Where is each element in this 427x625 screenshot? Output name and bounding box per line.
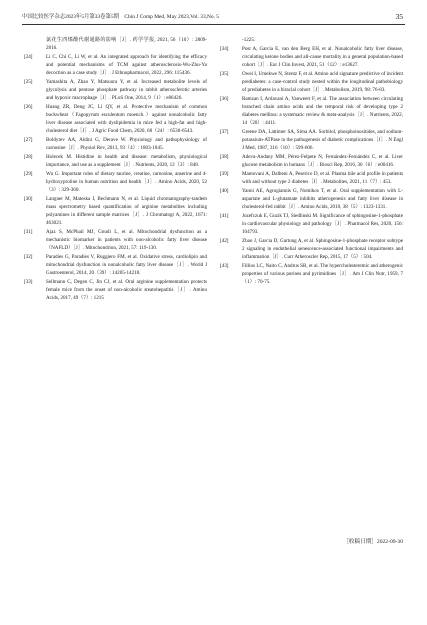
reference-entry: [220, 187, 403, 211]
reference-text: Ajaz S, McPhail MJ, Gnudi L, et al. Mitochondrial dysfunction as a mechanistic biomarker in patients with non-alcoholic fatty liver disease（NAFLD）［J］. Mitochondrion, 2021, 57: 119-130.: [46, 229, 207, 252]
reference-text: Paradies G, Paradies V, Ruggiero FM, et al. Oxidative stress, cardiolipin and mitochondrial dysfunction in nonalcoholic fatty liver disease［J］. World J Gastroenterol, 2014, 20（39）: 14205-14218.: [46, 254, 207, 277]
reference-number: [32]: [24, 254, 33, 261]
reference-entry: [220, 45, 403, 69]
reference-number: [35]: [220, 70, 229, 77]
page-number: 35: [395, 12, 403, 21]
reference-entry: [24, 103, 207, 135]
reference-number: [43]: [220, 263, 229, 270]
reference-entry: [220, 95, 403, 127]
reference-text: Ramzan I, Ardavani A, Vanweert F, et al. The association between circulating branched chain amino acids and the temporal risk of developing type 2 diabetes mellitus: a systematic review & meta-analysis［J］. Nutrients, 2022, 14（20）: 4411.: [242, 96, 403, 127]
reference-text: Yamashita A, Zhao Y, Matsuura Y, et al. Increased metabolite levels of glycolysis and pentose phosphate pathway in rabbit atherosclerotic arteries and hypoxic macrophage［J］. PLoS One, 2014, 9（1）: e86426.: [46, 79, 207, 102]
reference-entry: [220, 36, 403, 44]
reference-number: [30]: [24, 196, 33, 203]
reference-entry: [24, 278, 207, 302]
reference-number: [29]: [24, 171, 33, 178]
reference-text: Greene DA, Lattimer SA, Sima AA. Sorbitol, phosphoinositides, and sodium-potassium-ATPase in the pathogenesis of diabetic complications［J］. N Engl J Med, 1987, 316（10）: 599-606.: [242, 129, 403, 152]
reference-text: 氯花生四烯酸代谢通路的影响［J］. 药学学报, 2021, 56（10）: 2809-2816.: [46, 37, 207, 52]
reference-entry: [24, 153, 207, 169]
reference-text: Adeva-Andany MM, Pérez-Felpete N, Fernández-Fernández C, et al. Liver glucose metabolism in humans［J］. Biosci Rep, 2016, 36（6）: e00416.: [242, 154, 403, 169]
reference-entry: [24, 195, 207, 227]
reference-text: -1225.: [242, 37, 256, 43]
reference-entry: [24, 253, 207, 277]
running-header: [22, 12, 405, 25]
reference-column-left: [24, 36, 207, 303]
reference-entry: [220, 170, 403, 186]
reference-text: Holecek M. Histidine in health and disease: metabolism, physiological importance, and use as a supplement［J］. Nutrients, 2020, 12（3）: 848.: [46, 154, 207, 169]
reference-text: Sellmann C, Degen C, Jin CJ, et al. Oral arginine supplementation protects female mice from the onset of non-alcoholic steatohepatitis［J］. Amino Acids, 2017, 49（7）: 1215: [46, 279, 207, 302]
reference-entry: [220, 70, 403, 94]
reference-column-right: [220, 36, 403, 287]
reference-text: Fillios LC, Naito C, Andrus SB, et al. The hypercholesteremic and atherogenic properties of various purines and pyrimidines［J］. Am J Clin Nutr, 1959, 7（1）: 70-75.: [242, 263, 403, 286]
reference-number: [42]: [220, 238, 229, 245]
reference-number: [26]: [24, 104, 33, 111]
reference-entry: [220, 128, 403, 152]
reference-number: [34]: [220, 45, 229, 52]
reference-text: Yanni AE, Agrogiannis G, Nomikos T, et al. Oral supplementation with L-aspartate and L-glutamate inhibits atherogenesis and fatty liver disease in cholesterol-fed rabbit［J］. Amino Acids, 2010, 38（5）: 1323-1331.: [242, 188, 403, 211]
reference-number: [27]: [24, 137, 33, 144]
reference-text: Boldyrev AA, Aldini G, Derave W. Physiology and pathophysiology of carnosine［J］. Physiol Rev, 2013, 93（4）: 1803-1845.: [46, 137, 207, 152]
reference-number: [31]: [24, 229, 33, 236]
reference-entry: [24, 136, 207, 152]
reference-number: [36]: [220, 96, 229, 102]
reference-entry: [220, 153, 403, 169]
reference-entry: [220, 237, 403, 261]
reference-entry: [24, 78, 207, 102]
reference-text: Huang ZR, Deng JC, Li QY, et al. Protective mechanism of common buckwheat（Fagopyrum esculentum moench.）against nonalcoholic fatty liver disease associated with dyslipidemia in mice fed a high-fat and high-cholesterol diet［J］. J Agric Food Chem, 2020, 68（24）: 6530-6543.: [46, 104, 207, 135]
reference-number: [38]: [220, 154, 229, 161]
reference-number: [24]: [24, 53, 33, 60]
reference-number: [33]: [24, 279, 33, 286]
reference-number: [28]: [24, 154, 33, 161]
reference-text: Zhao J, Garcia D, Gartung A, et al. Sphingosine-1-phosphate receptor subtype 2 signaling in endothelial senescence-associated functional impairments and inflammation［J］. Curr Atheroscler Rep, 2015, 17（5）: 504.: [242, 238, 403, 261]
reference-entry: [220, 212, 403, 236]
reference-entry: [24, 53, 207, 77]
reference-text: Owei I, Umekwe N, Stentz F, et al. Amino acid signature predictive of incident prediabetes: a case-control study nested within the longitudinal pathobiology of prediabetes in a biracial cohort［J］. Metabolism, 2019, 98: 76-83.: [242, 70, 403, 94]
reference-entry: [24, 170, 207, 194]
reference-text: Mantovani A, Dalbeni A, Peserico D, et al. Plasma bile acid profile in patients with and without type 2 diabetes［J］. Metabolites, 2021, 11（7）: 453.: [242, 171, 403, 186]
reference-number: [25]: [24, 79, 33, 86]
reference-number: [37]: [220, 129, 229, 136]
received-date: ［收稿日期］2022-09-30: [343, 539, 403, 545]
reference-text: Langner M, Mateska I, Bechmann N, et al. Liquid chromatography-tandem mass spectrometry based quantification of arginine metabolites including polyamines in different sample matrices［J］. J Chromatogr A, 2022, 1671: 463021.: [46, 196, 207, 227]
reference-text: Wu G. Important roles of dietary taurine, creatine, carnosine, anserine and 4-hydroxyproline in human nutrition and health［J］. Amino Acids, 2020, 52（3）: 329-360.: [46, 171, 207, 194]
reference-text: Jozefczuk E, Guzik TJ, Siedlinski M. Significance of sphingosine-1-phosphate in cardiovascular physiology and pathology［J］. Pharmacol Res, 2020, 156: 104793.: [242, 213, 403, 236]
reference-entry: [24, 36, 207, 52]
reference-text: Li C, Chi C, Li W, et al. An integrated approach for identifying the efficacy and potential mechanisms of TCM against atherosclerosis-Wu-Zhu-Yu decoction as a case study［J］. J Ethnopharmacol, 2022, 296: 115436.: [46, 53, 207, 77]
reference-number: [41]: [220, 213, 229, 220]
reference-number: [40]: [220, 188, 229, 195]
reference-entry: [24, 228, 207, 252]
reference-number: [39]: [220, 171, 229, 178]
journal-citation: 中国比较医学杂志2023年5月第33卷第5期 Chin J Comp Med, May 2023,Vol. 33,No. 5: [22, 14, 219, 20]
reference-text: Post A, Garcia E, van den Berg EH, et al. Nonalcoholic fatty liver disease, circulating ketone bodies and all-cause mortality in a general population-based cohort［J］. Eur J Clin Invest, 2021, 51（12）: e13627.: [242, 45, 403, 69]
reference-entry: [220, 262, 403, 286]
